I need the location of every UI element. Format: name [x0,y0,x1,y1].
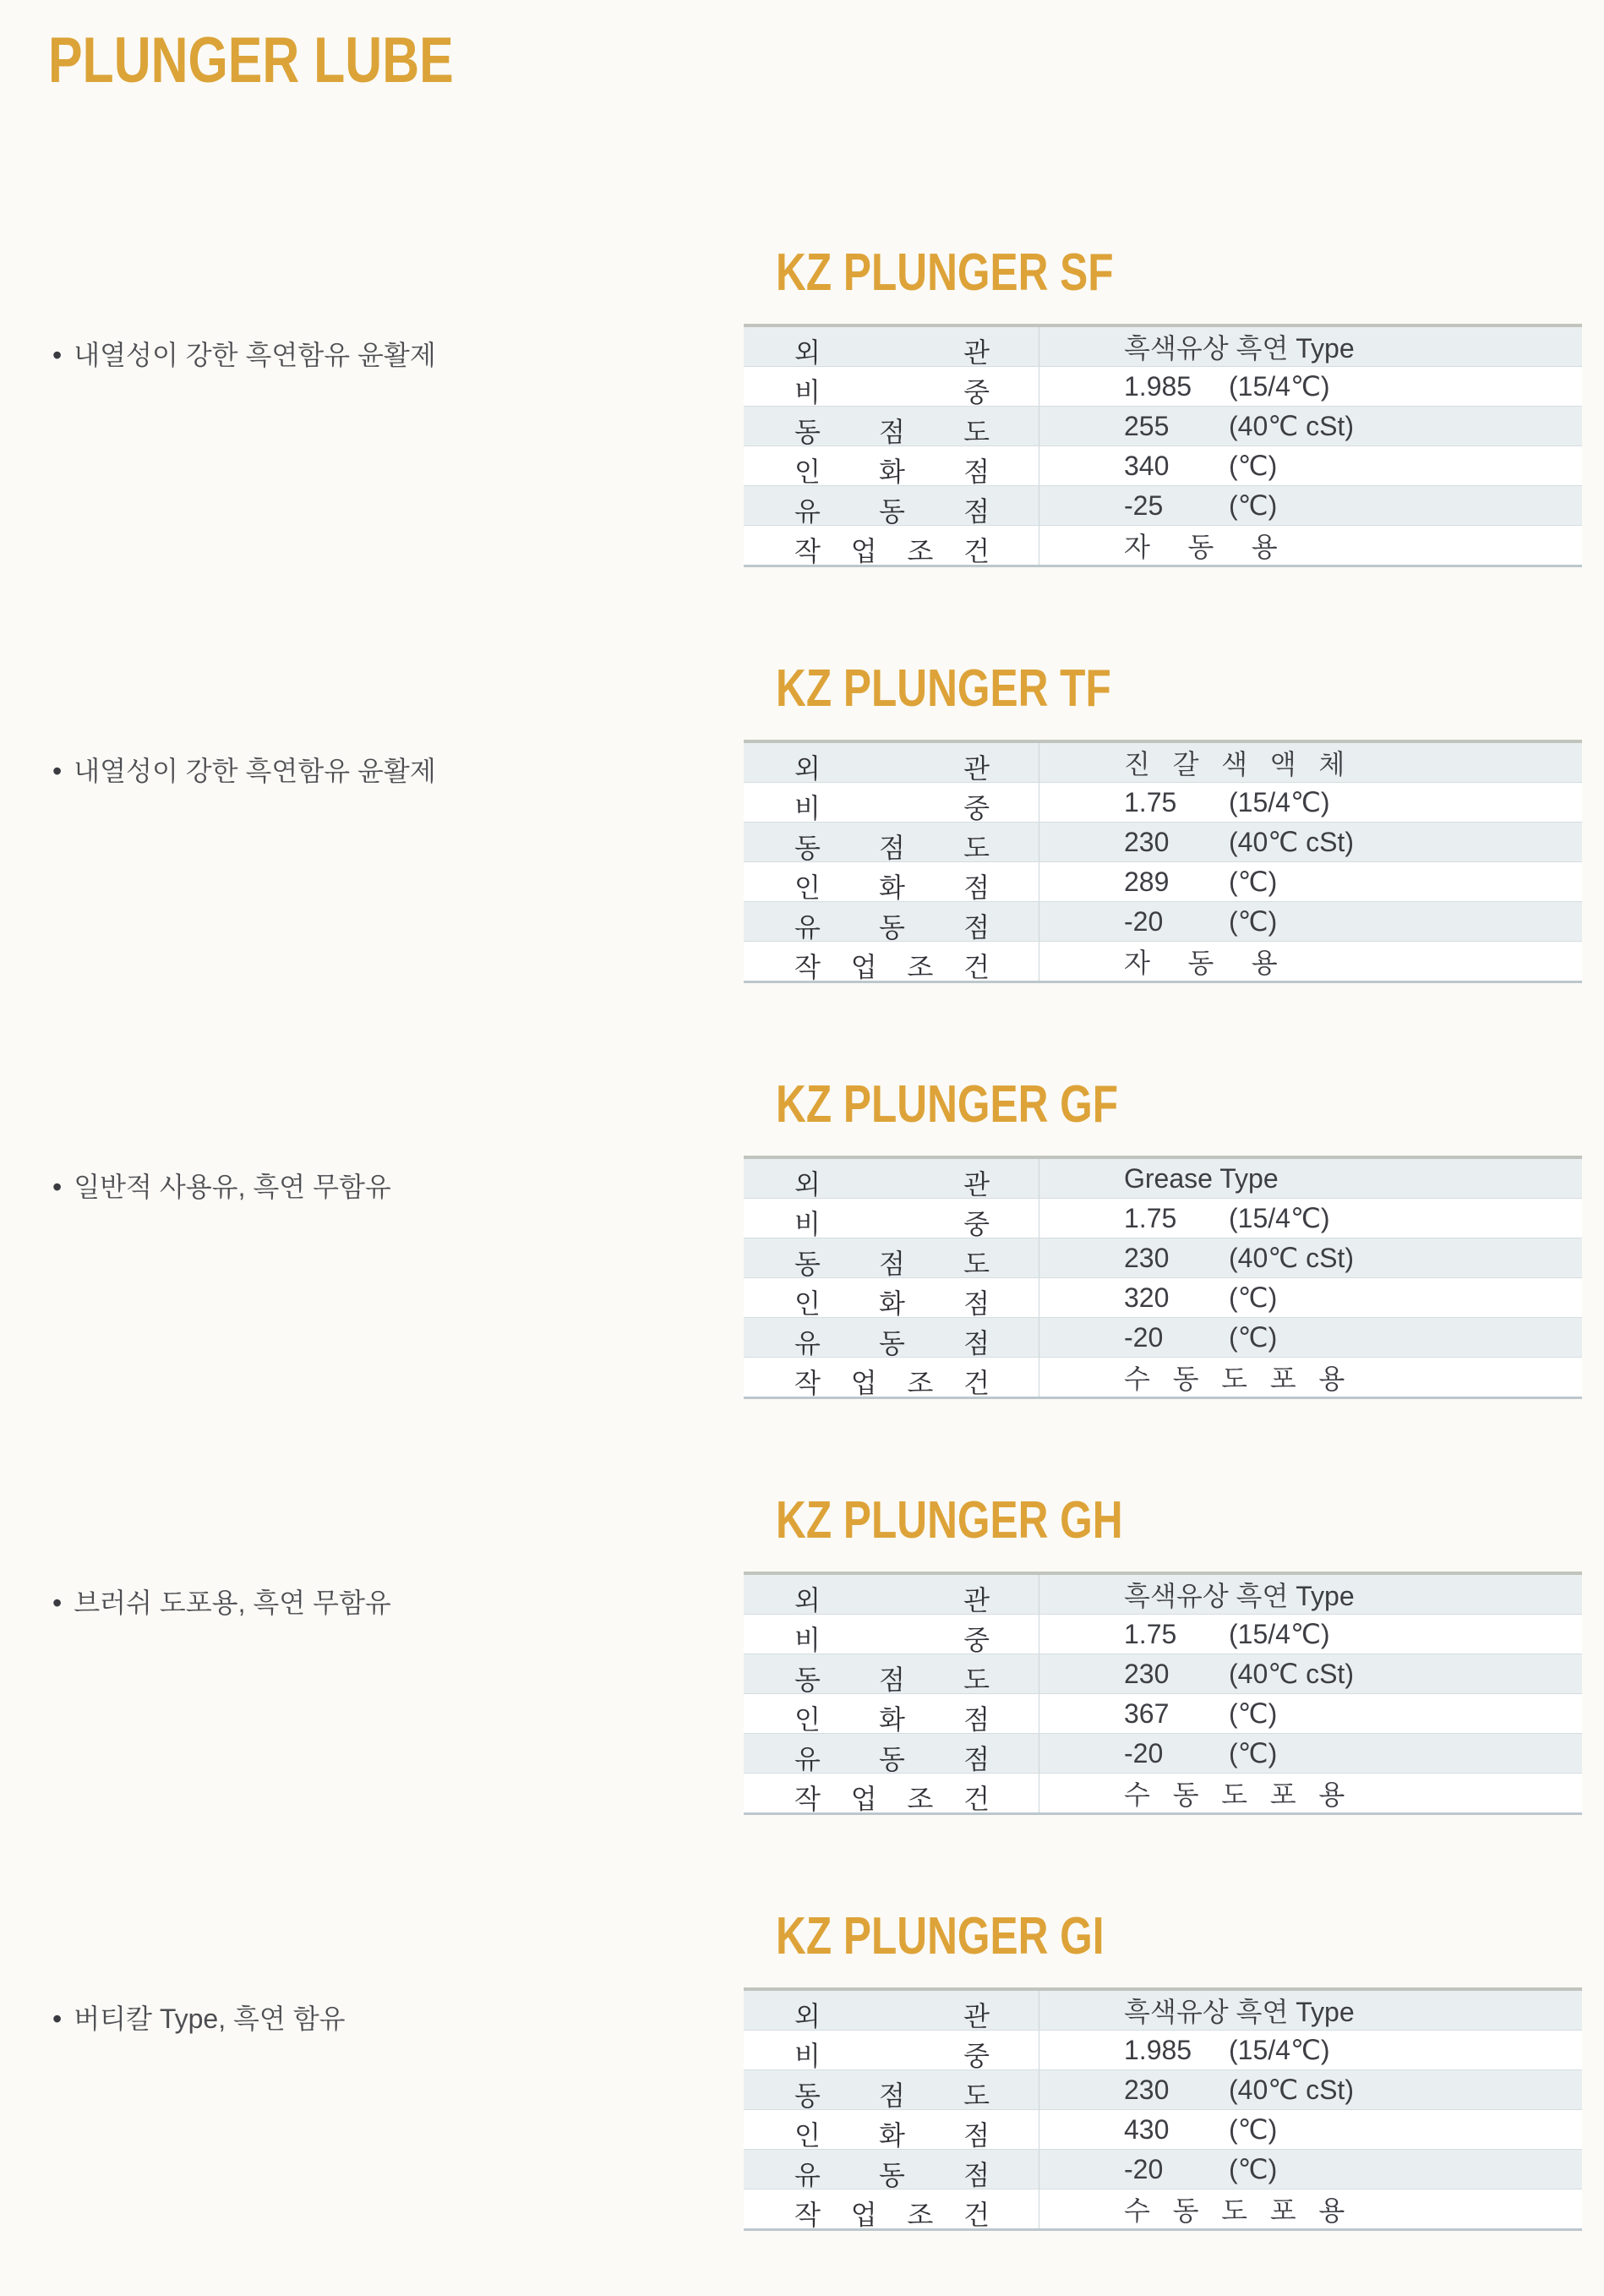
row-unit: (15/4℃) [1229,2035,1330,2065]
row-value: 1.985 [1124,2034,1192,2065]
row-unit: (℃) [1229,866,1278,897]
row-value-cell [1039,1358,1582,1397]
product-title: KZ PLUNGER GF [776,1075,1119,1134]
row-unit: (15/4℃) [1229,1619,1330,1649]
bullet-marker: • [52,2004,63,2034]
row-value: 367 [1124,1697,1170,1729]
table-row [744,1159,1582,1198]
row-value-cell [1039,942,1582,981]
row-value-cell [1039,1991,1582,2030]
row-label: 작 업 조 건 [744,2189,1039,2228]
product-section-gh [0,1491,1604,1913]
row-label: 인 화 점 [744,862,1039,901]
table-row [744,1357,1582,1397]
page-title: PLUNGER LUBE [48,25,454,96]
row-value: 1.75 [1124,1202,1177,1233]
row-label: 외 관 [744,743,1039,782]
bullet-marker: • [52,340,63,370]
row-unit: (15/4℃) [1229,371,1330,402]
row-value-cell [1039,407,1582,446]
row-label: 유 동 점 [744,486,1039,525]
row-label: 인 화 점 [744,1278,1039,1317]
row-label: 유 동 점 [744,1734,1039,1773]
row-value-cell [1039,902,1582,941]
table-row [744,1733,1582,1773]
table-row [744,1317,1582,1357]
table-row [744,861,1582,901]
row-value: 255 [1124,410,1170,441]
table-row [744,485,1582,525]
table-row [744,1654,1582,1693]
bullet-marker: • [52,1172,63,1202]
row-value: 1.75 [1124,786,1177,817]
row-value-cell [1039,2110,1582,2149]
table-row [744,1575,1582,1614]
row-value-cell [1039,1734,1582,1773]
table-row [744,782,1582,822]
row-label: 외 관 [744,1159,1039,1198]
row-label: 작 업 조 건 [744,1774,1039,1812]
table-row [744,366,1582,406]
row-value-cell [1039,783,1582,822]
product-title: KZ PLUNGER GH [776,1491,1123,1550]
row-unit: (℃) [1229,490,1278,521]
row-value: -20 [1124,1321,1164,1353]
bullet-item [52,1582,391,1621]
row-label: 동 점 도 [744,2070,1039,2109]
product-section-gf [0,1075,1604,1497]
row-value-cell [1039,1654,1582,1693]
row-unit: (℃) [1229,1282,1278,1313]
row-label: 작 업 조 건 [744,526,1039,565]
row-value: 230 [1124,1658,1170,1689]
table-row [744,525,1582,565]
table-row [744,1693,1582,1733]
table-row [744,901,1582,941]
row-label: 동 점 도 [744,407,1039,446]
row-value: 1.985 [1124,370,1192,402]
row-unit: (℃) [1229,2114,1278,2145]
table-row [744,2149,1582,2189]
row-unit: (℃) [1229,1322,1278,1353]
row-label: 작 업 조 건 [744,1358,1039,1397]
product-section-sf [0,243,1604,665]
bullet-text: 버티칼 Type, 흑연 함유 [74,2004,346,2034]
row-value: 흑색유상 흑연 Type [1124,333,1355,364]
row-label: 동 점 도 [744,823,1039,861]
bullet-text: 내열성이 강한 흑연함유 윤활제 [74,340,436,370]
row-label: 비 중 [744,783,1039,822]
product-section-tf [0,659,1604,1081]
row-value: 수 동 도 포 용 [1124,1364,1345,1394]
row-label: 작 업 조 건 [744,942,1039,981]
row-value: 340 [1124,450,1170,481]
row-value: 1.75 [1124,1618,1177,1649]
row-value: 자 동 용 [1124,532,1278,562]
row-label: 동 점 도 [744,1654,1039,1693]
row-value-cell [1039,2150,1582,2189]
bullet-text: 브러쉬 도포용, 흑연 무함유 [74,1588,391,1618]
row-value-cell [1039,1694,1582,1733]
table-row [744,406,1582,446]
bullet-item [52,1998,346,2036]
row-value-cell [1039,1774,1582,1812]
row-value-cell [1039,327,1582,366]
row-unit: (℃) [1229,1698,1278,1729]
product-section-gi [0,1907,1604,2296]
row-value-cell [1039,446,1582,485]
row-value-cell [1039,1615,1582,1654]
row-value: 진 갈 색 액 체 [1124,749,1345,779]
row-value-cell [1039,2031,1582,2069]
row-value-cell [1039,1238,1582,1277]
row-unit: (℃) [1229,906,1278,937]
row-value: 289 [1124,866,1170,897]
table-row [744,2030,1582,2069]
row-value: 자 동 용 [1124,948,1278,978]
row-value-cell [1039,1199,1582,1238]
table-row [744,1198,1582,1238]
product-title: KZ PLUNGER TF [776,659,1111,718]
row-unit: (℃) [1229,1738,1278,1768]
spec-table [744,1156,1582,1399]
table-row [744,743,1582,782]
row-label: 유 동 점 [744,1318,1039,1357]
row-label: 비 중 [744,1199,1039,1238]
row-value: 230 [1124,2074,1170,2105]
row-value: -20 [1124,1737,1164,1768]
row-value-cell [1039,1318,1582,1357]
row-value: 320 [1124,1282,1170,1313]
row-value: 흑색유상 흑연 Type [1124,1581,1355,1611]
row-unit: (40℃ cSt) [1229,2075,1354,2105]
row-label: 비 중 [744,367,1039,406]
spec-table [744,1572,1582,1815]
row-label: 외 관 [744,327,1039,366]
spec-table [744,740,1582,983]
row-value-cell [1039,486,1582,525]
row-label: 인 화 점 [744,446,1039,485]
row-unit: (40℃ cSt) [1229,827,1354,857]
row-value-cell [1039,526,1582,565]
table-row [744,941,1582,981]
bullet-item [52,334,436,373]
row-value-cell [1039,862,1582,901]
bullet-item [52,750,436,789]
bullet-text: 일반적 사용유, 흑연 무함유 [74,1172,391,1202]
row-unit: (40℃ cSt) [1229,411,1354,441]
table-row [744,1991,1582,2030]
table-row [744,822,1582,861]
table-row [744,2069,1582,2109]
spec-table [744,1987,1582,2231]
spec-table [744,324,1582,567]
row-value: Grease Type [1124,1162,1279,1194]
table-row [744,1238,1582,1277]
row-label: 인 화 점 [744,1694,1039,1733]
row-value: -20 [1124,905,1164,937]
row-unit: (40℃ cSt) [1229,1659,1354,1689]
row-unit: (15/4℃) [1229,1203,1330,1233]
row-unit: (℃) [1229,451,1278,481]
bullet-text: 내열성이 강한 흑연함유 윤활제 [74,756,436,786]
row-value: 230 [1124,1242,1170,1273]
row-value-cell [1039,823,1582,861]
table-row [744,2189,1582,2228]
bullet-marker: • [52,1588,63,1618]
row-value-cell [1039,1278,1582,1317]
row-label: 인 화 점 [744,2110,1039,2149]
row-value: 수 동 도 포 용 [1124,2195,1345,2226]
row-value: 230 [1124,826,1170,857]
row-label: 외 관 [744,1575,1039,1614]
row-value-cell [1039,1159,1582,1198]
table-row [744,1773,1582,1812]
row-value: -20 [1124,2153,1164,2184]
row-label: 외 관 [744,1991,1039,2030]
row-value: 수 동 도 포 용 [1124,1779,1345,1810]
table-row [744,2109,1582,2149]
row-value-cell [1039,743,1582,782]
row-label: 유 동 점 [744,902,1039,941]
product-title: KZ PLUNGER SF [776,243,1114,302]
product-title: KZ PLUNGER GI [776,1907,1105,1965]
table-row [744,327,1582,366]
row-label: 유 동 점 [744,2150,1039,2189]
row-value: 430 [1124,2113,1170,2145]
row-value-cell [1039,2070,1582,2109]
row-value-cell [1039,2189,1582,2228]
row-unit: (℃) [1229,2154,1278,2184]
bullet-marker: • [52,756,63,786]
table-row [744,1277,1582,1317]
row-label: 동 점 도 [744,1238,1039,1277]
product-sections [0,243,1604,2296]
bullet-item [52,1166,391,1205]
row-value-cell [1039,367,1582,406]
row-unit: (15/4℃) [1229,787,1330,817]
row-label: 비 중 [744,2031,1039,2069]
table-row [744,446,1582,485]
row-unit: (40℃ cSt) [1229,1243,1354,1273]
row-label: 비 중 [744,1615,1039,1654]
row-value-cell [1039,1575,1582,1614]
row-value: 흑색유상 흑연 Type [1124,1997,1355,2027]
table-row [744,1614,1582,1654]
row-value: -25 [1124,489,1164,521]
